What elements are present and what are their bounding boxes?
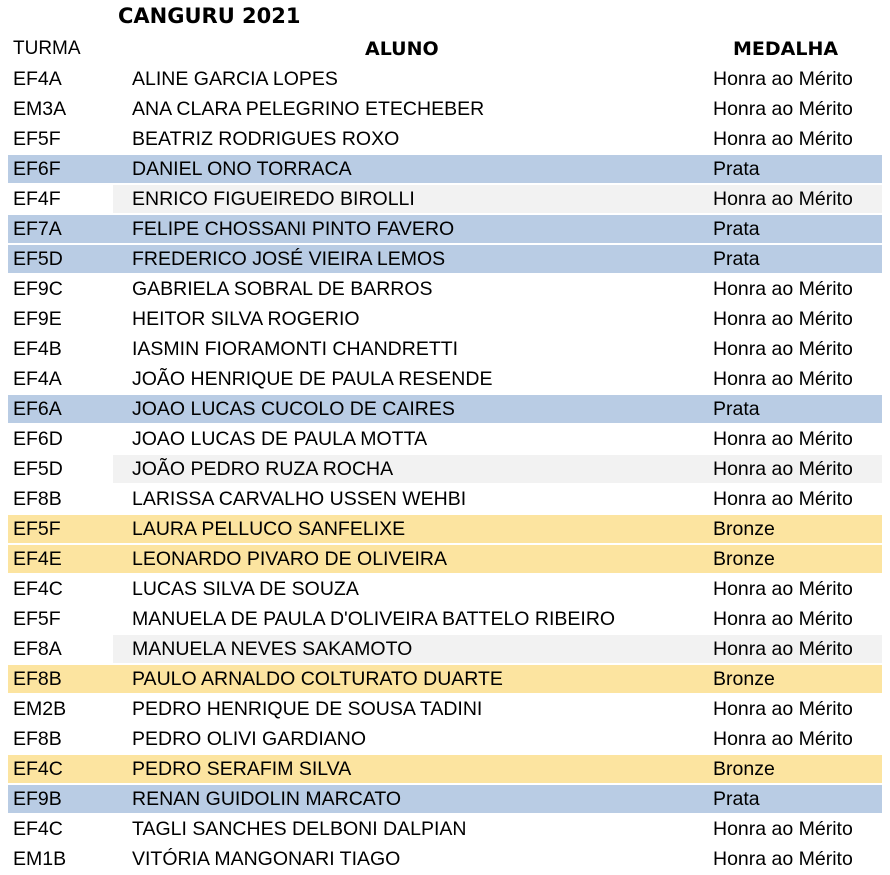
cell-turma: EF8A	[13, 638, 62, 660]
table-row	[0, 484, 890, 514]
cell-turma: EM1B	[13, 848, 67, 870]
cell-aluno: HEITOR SILVA ROGERIO	[132, 308, 360, 330]
cell-medalha: Honra ao Mérito	[713, 68, 853, 90]
table-row	[0, 124, 890, 154]
cell-turma: EM3A	[13, 98, 67, 120]
table-row	[0, 424, 890, 454]
cell-aluno: IASMIN FIORAMONTI CHANDRETTI	[132, 338, 459, 360]
cell-medalha: Honra ao Mérito	[713, 578, 853, 600]
cell-aluno: PAULO ARNALDO COLTURATO DUARTE	[132, 668, 503, 690]
cell-aluno: FELIPE CHOSSANI PINTO FAVERO	[132, 218, 455, 240]
table-row	[0, 574, 890, 604]
cell-turma: EF8B	[13, 728, 62, 750]
cell-aluno: LUCAS SILVA DE SOUZA	[132, 578, 359, 600]
cell-aluno: PEDRO OLIVI GARDIANO	[132, 728, 367, 750]
cell-aluno: PEDRO HENRIQUE DE SOUSA TADINI	[132, 698, 483, 720]
cell-medalha: Honra ao Mérito	[713, 488, 853, 510]
table-row	[0, 844, 890, 874]
cell-aluno: MANUELA DE PAULA D'OLIVEIRA BATTELO RIBEIRO	[132, 608, 616, 630]
table-row	[0, 274, 890, 304]
cell-medalha: Prata	[713, 248, 760, 270]
table-row	[0, 544, 890, 574]
cell-turma: EF5F	[13, 128, 61, 150]
cell-turma: EF4C	[13, 578, 63, 600]
cell-aluno: JOÃO PEDRO RUZA ROCHA	[132, 458, 394, 480]
table-row	[0, 814, 890, 844]
cell-aluno: LEONARDO PIVARO DE OLIVEIRA	[132, 548, 447, 570]
cell-medalha: Honra ao Mérito	[713, 278, 853, 300]
table-row	[0, 664, 890, 694]
cell-aluno: JOAO LUCAS DE PAULA MOTTA	[132, 428, 428, 450]
cell-turma: EF4A	[13, 368, 62, 390]
cell-turma: EF8B	[13, 488, 62, 510]
table-row	[0, 214, 890, 244]
cell-aluno: DANIEL ONO TORRACA	[132, 158, 352, 180]
cell-medalha: Honra ao Mérito	[713, 98, 853, 120]
document-title: CANGURU 2021	[118, 4, 301, 28]
cell-medalha: Prata	[713, 158, 760, 180]
table-row	[0, 394, 890, 424]
table-row	[0, 304, 890, 334]
header-medalha: MEDALHA	[733, 38, 839, 60]
table-row	[0, 244, 890, 274]
cell-turma: EF9E	[13, 308, 62, 330]
cell-medalha: Prata	[713, 398, 760, 420]
cell-turma: EF7A	[13, 218, 62, 240]
table-row	[0, 94, 890, 124]
cell-medalha: Honra ao Mérito	[713, 368, 853, 390]
table-row	[0, 334, 890, 364]
cell-medalha: Honra ao Mérito	[713, 728, 853, 750]
cell-aluno: BEATRIZ RODRIGUES ROXO	[132, 128, 400, 150]
cell-medalha: Honra ao Mérito	[713, 428, 853, 450]
cell-turma: EF5F	[13, 518, 61, 540]
cell-aluno: JOAO LUCAS CUCOLO DE CAIRES	[132, 398, 455, 420]
cell-medalha: Bronze	[713, 668, 775, 690]
table-row	[0, 694, 890, 724]
cell-turma: EF5D	[13, 458, 63, 480]
cell-medalha: Honra ao Mérito	[713, 848, 853, 870]
table-row	[0, 154, 890, 184]
cell-medalha: Honra ao Mérito	[713, 638, 853, 660]
table-row	[0, 364, 890, 394]
cell-aluno: ANA CLARA PELEGRINO ETECHEBER	[132, 98, 485, 120]
cell-turma: EF4A	[13, 68, 62, 90]
cell-aluno: TAGLI SANCHES DELBONI DALPIAN	[132, 818, 467, 840]
cell-medalha: Honra ao Mérito	[713, 698, 853, 720]
table-row	[0, 184, 890, 214]
cell-aluno: ALINE GARCIA LOPES	[132, 68, 338, 90]
cell-turma: EF6D	[13, 428, 63, 450]
cell-aluno: PEDRO SERAFIM SILVA	[132, 758, 352, 780]
cell-medalha: Honra ao Mérito	[713, 188, 853, 210]
cell-turma: EF9B	[13, 788, 62, 810]
results-table	[0, 64, 890, 874]
cell-aluno: VITÓRIA MANGONARI TIAGO	[132, 848, 401, 870]
table-row	[0, 754, 890, 784]
cell-turma: EF9C	[13, 278, 63, 300]
cell-turma: EF4B	[13, 338, 62, 360]
cell-turma: EF4F	[13, 188, 61, 210]
cell-turma: EF5D	[13, 248, 63, 270]
header-aluno: ALUNO	[365, 38, 439, 60]
cell-aluno: GABRIELA SOBRAL DE BARROS	[132, 278, 433, 300]
cell-medalha: Honra ao Mérito	[713, 128, 853, 150]
cell-aluno: LAURA PELLUCO SANFELIXE	[132, 518, 406, 540]
cell-aluno: FREDERICO JOSÉ VIEIRA LEMOS	[132, 248, 446, 270]
table-row	[0, 64, 890, 94]
cell-aluno: ENRICO FIGUEIREDO BIROLLI	[132, 188, 415, 210]
cell-medalha: Bronze	[713, 548, 775, 570]
cell-medalha: Prata	[713, 218, 760, 240]
cell-turma: EF4C	[13, 758, 63, 780]
header-turma: TURMA	[13, 38, 81, 59]
cell-aluno: MANUELA NEVES SAKAMOTO	[132, 638, 413, 660]
cell-medalha: Bronze	[713, 518, 775, 540]
cell-turma: EF4C	[13, 818, 63, 840]
cell-turma: EF6F	[13, 158, 61, 180]
cell-aluno: RENAN GUIDOLIN MARCATO	[132, 788, 402, 810]
cell-medalha: Honra ao Mérito	[713, 818, 853, 840]
cell-medalha: Prata	[713, 788, 760, 810]
table-row	[0, 604, 890, 634]
cell-aluno: JOÃO HENRIQUE DE PAULA RESENDE	[132, 368, 493, 390]
cell-medalha: Honra ao Mérito	[713, 608, 853, 630]
cell-turma: EF6A	[13, 398, 62, 420]
cell-turma: EM2B	[13, 698, 67, 720]
table-row	[0, 634, 890, 664]
cell-medalha: Honra ao Mérito	[713, 458, 853, 480]
table-row	[0, 454, 890, 484]
cell-aluno: LARISSA CARVALHO USSEN WEHBI	[132, 488, 467, 510]
cell-medalha: Bronze	[713, 758, 775, 780]
table-row	[0, 724, 890, 754]
table-row	[0, 514, 890, 544]
cell-medalha: Honra ao Mérito	[713, 308, 853, 330]
table-row	[0, 784, 890, 814]
cell-medalha: Honra ao Mérito	[713, 338, 853, 360]
cell-turma: EF4E	[13, 548, 62, 570]
cell-turma: EF5F	[13, 608, 61, 630]
cell-turma: EF8B	[13, 668, 62, 690]
